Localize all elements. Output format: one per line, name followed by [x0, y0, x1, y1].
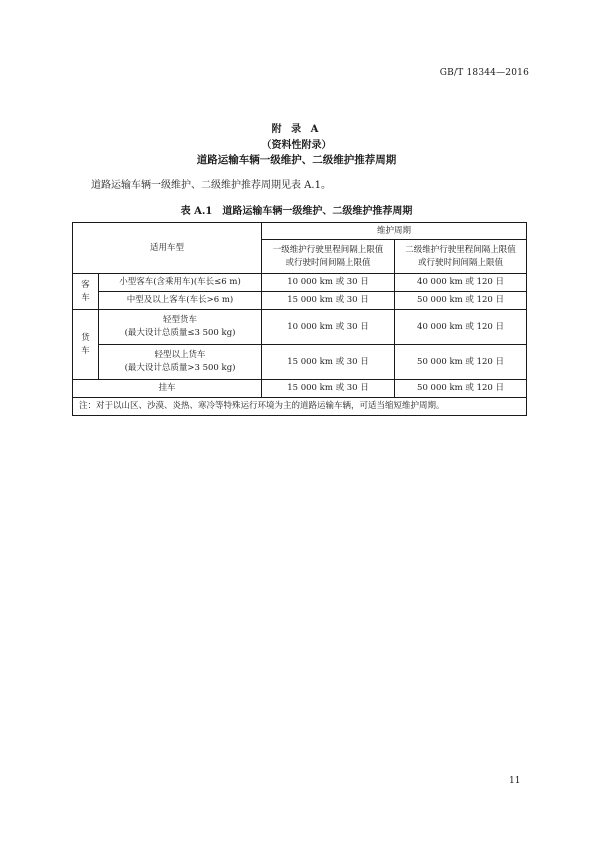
category-passenger	[73, 274, 99, 310]
table-row	[73, 274, 527, 292]
header-vehicle-type: 适用车型	[73, 223, 262, 274]
header-period: 维护周期	[262, 223, 527, 240]
vehicle-type-cell	[99, 310, 262, 345]
category-freight	[73, 310, 99, 380]
table-row	[73, 292, 527, 310]
level2-cell: 40 000 km 或 120 日	[395, 310, 527, 345]
table-row	[73, 310, 527, 345]
level1-cell: 15 000 km 或 30 日	[262, 292, 395, 310]
standard-number: GB/T 18344—2016	[439, 68, 529, 78]
vehicle-type-cell: 挂车	[73, 380, 262, 398]
level1-cell: 10 000 km 或 30 日	[262, 274, 395, 292]
category-char: 货	[81, 332, 90, 343]
level1-cell: 15 000 km 或 30 日	[262, 345, 395, 380]
table-row	[73, 345, 527, 380]
vehicle-type-line: 轻型货车	[163, 315, 198, 325]
page-number: 11	[509, 776, 521, 786]
header-level2-line: 二级维护行驶里程间隔上限值	[405, 244, 516, 255]
appendix-title: 道路运输车辆一级维护、二级维护推荐周期	[196, 154, 397, 166]
category-char: 车	[81, 292, 90, 303]
category-char: 客	[81, 279, 90, 290]
header-level2-line: 或行驶时间间隔上限值	[418, 257, 504, 268]
appendix-nature: （资料性附录）	[261, 140, 332, 151]
table-header-row	[73, 223, 527, 240]
vehicle-type-line: (最大设计总质量≤3 500 kg)	[124, 328, 236, 338]
table-note-row	[73, 398, 527, 416]
level2-cell: 40 000 km 或 120 日	[395, 274, 527, 292]
level2-cell: 50 000 km 或 120 日	[395, 380, 527, 398]
header-level1-line: 或行驶时间间隔上限值	[285, 257, 371, 268]
table-row	[73, 380, 527, 398]
vehicle-type-cell: 小型客车(含乘用车)(车长≤6 m)	[99, 274, 262, 292]
level1-cell: 15 000 km 或 30 日	[262, 380, 395, 398]
maintenance-period-table	[72, 222, 527, 416]
appendix-label: 附 录 A	[271, 124, 322, 135]
table-caption: 表 A.1 道路运输车辆一级维护、二级维护推荐周期	[180, 206, 413, 217]
level1-cell: 10 000 km 或 30 日	[262, 310, 395, 345]
table-note: 注：对于以山区、沙漠、炎热、寒冷等特殊运行环境为主的道路运输车辆，可适当缩短维护周期。	[73, 398, 527, 416]
category-char: 车	[81, 345, 90, 356]
vehicle-type-cell	[99, 345, 262, 380]
vehicle-type-cell: 中型及以上客车(车长>6 m)	[99, 292, 262, 310]
header-level1	[262, 240, 395, 274]
vehicle-type-line: (最大设计总质量>3 500 kg)	[124, 363, 236, 373]
intro-paragraph: 道路运输车辆一级维护、二级维护推荐周期见表 A.1。	[91, 180, 331, 191]
header-level2	[395, 240, 527, 274]
level2-cell: 50 000 km 或 120 日	[395, 345, 527, 380]
header-level1-line: 一级维护行驶里程间隔上限值	[272, 244, 384, 255]
vehicle-type-line: 轻型以上货车	[154, 350, 206, 360]
level2-cell: 50 000 km 或 120 日	[395, 292, 527, 310]
